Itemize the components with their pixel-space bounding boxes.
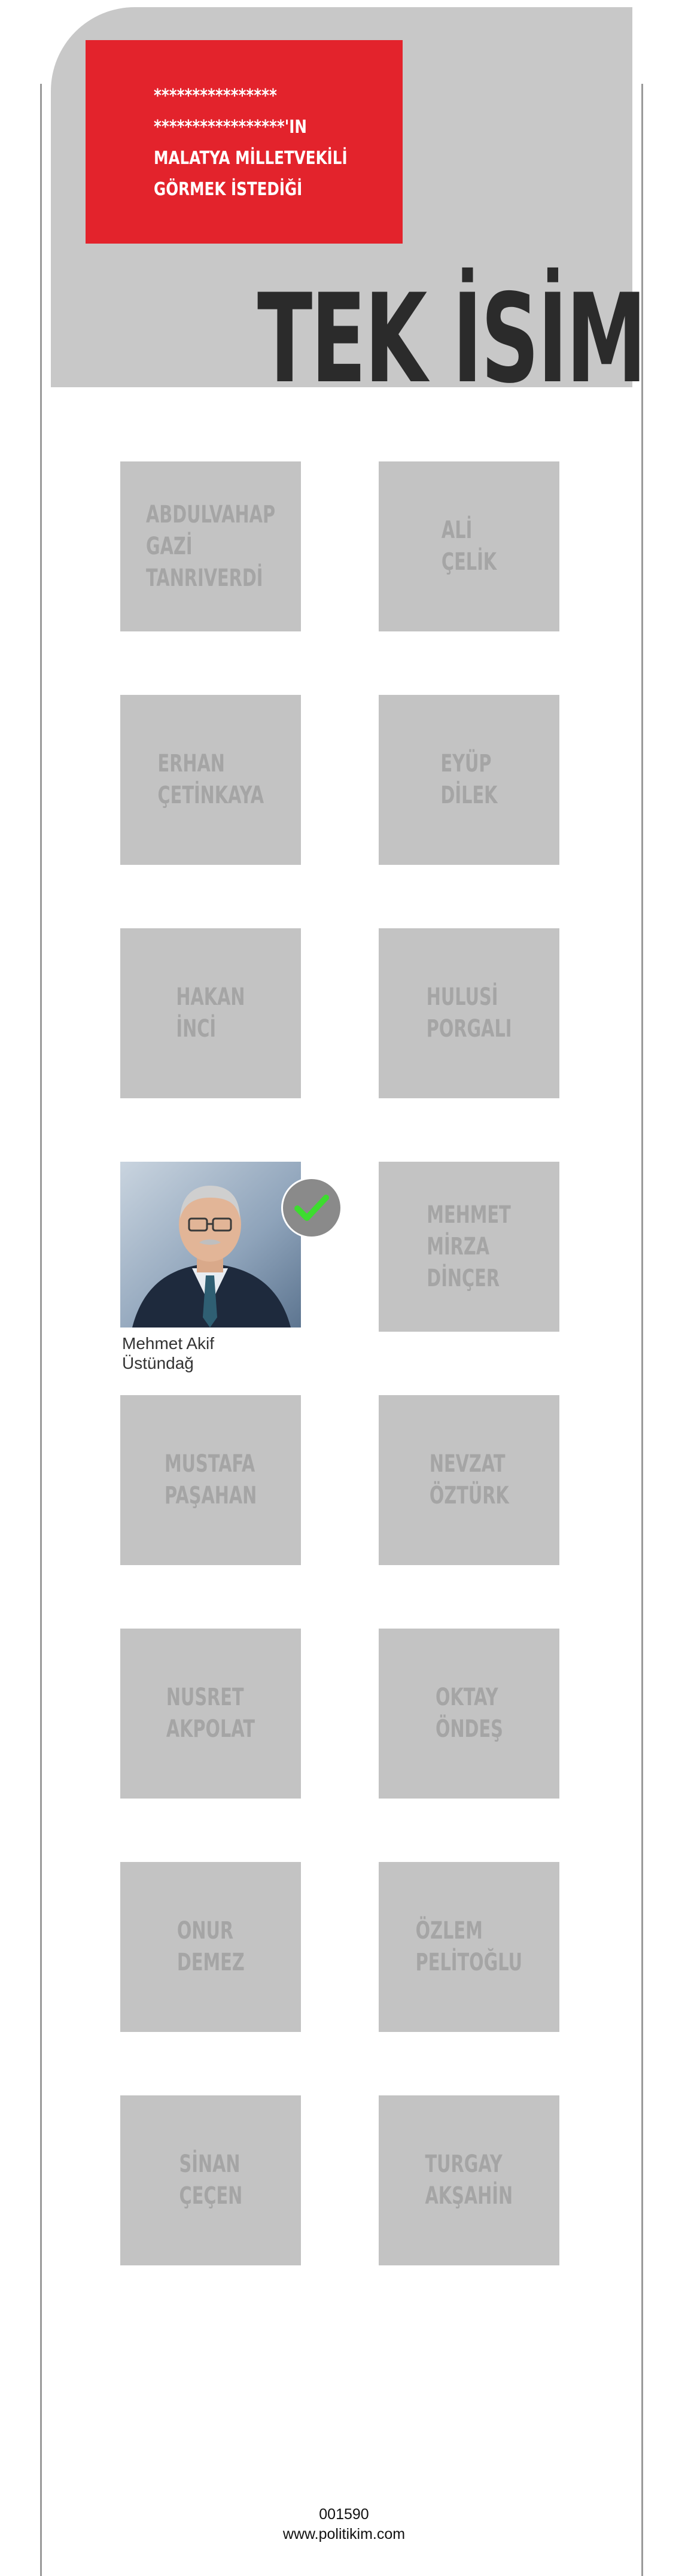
selected-check-badge bbox=[281, 1177, 342, 1238]
candidate-name: ONUR DEMEZ bbox=[176, 1917, 245, 1976]
candidate-card-abdulvahap[interactable] bbox=[120, 461, 301, 631]
frame-line-left bbox=[40, 84, 42, 2576]
header-line-3: MALATYA MİLLETVEKİLİ bbox=[154, 148, 348, 169]
candidate-name: MEHMET MİRZA DİNÇER bbox=[427, 1201, 512, 1292]
candidate-card-eyup[interactable] bbox=[379, 695, 559, 865]
candidate-name: ALİ ÇELİK bbox=[441, 517, 497, 576]
candidate-card-hulusi[interactable] bbox=[379, 928, 559, 1098]
candidate-card-sinan[interactable] bbox=[120, 2095, 301, 2265]
header-line-4: GÖRMEK İSTEDİĞİ bbox=[154, 179, 303, 200]
candidate-name: HAKAN İNCİ bbox=[176, 983, 245, 1043]
candidate-card-mustafa[interactable] bbox=[120, 1395, 301, 1565]
candidate-card-mehmet-akif-selected[interactable] bbox=[120, 1162, 301, 1328]
check-icon bbox=[294, 1193, 330, 1223]
candidate-card-mehmet-mirza[interactable] bbox=[379, 1162, 559, 1332]
candidate-name: ABDULVAHAP GAZİ TANRIVERDİ bbox=[145, 500, 276, 592]
header-question-box bbox=[86, 40, 403, 244]
candidate-photo bbox=[120, 1162, 301, 1328]
candidate-card-ali[interactable] bbox=[379, 461, 559, 631]
candidate-name: ÖZLEM PELİTOĞLU bbox=[415, 1917, 523, 1976]
header-line-2: *****************'IN bbox=[154, 117, 307, 138]
candidate-name: ERHAN ÇETİNKAYA bbox=[157, 750, 264, 809]
candidate-name: NEVZAT ÖZTÜRK bbox=[429, 1450, 509, 1509]
candidate-name: NUSRET AKPOLAT bbox=[166, 1684, 255, 1743]
footer-code: 001590 bbox=[319, 2506, 369, 2523]
candidate-card-ozlem[interactable] bbox=[379, 1862, 559, 2032]
candidate-name: TURGAY AKŞAHİN bbox=[425, 2150, 513, 2210]
candidate-card-onur[interactable] bbox=[120, 1862, 301, 2032]
candidate-card-nusret[interactable] bbox=[120, 1629, 301, 1799]
footer bbox=[0, 2505, 688, 2544]
header-line-1: **************** bbox=[154, 86, 277, 107]
selected-candidate-name: Mehmet Akif Üstündağ bbox=[122, 1334, 215, 1372]
candidate-card-hakan[interactable] bbox=[120, 928, 301, 1098]
candidate-name: MUSTAFA PAŞAHAN bbox=[164, 1450, 257, 1509]
candidate-card-oktay[interactable] bbox=[379, 1629, 559, 1799]
candidate-name: SİNAN ÇEÇEN bbox=[179, 2150, 242, 2210]
page-title: TEK İSİM bbox=[257, 268, 646, 411]
candidate-name: EYÜP DİLEK bbox=[440, 750, 498, 809]
candidate-card-nevzat[interactable] bbox=[379, 1395, 559, 1565]
footer-site-link[interactable]: www.politikim.com bbox=[282, 2526, 406, 2542]
candidate-card-erhan[interactable] bbox=[120, 695, 301, 865]
frame-line-right bbox=[641, 84, 643, 2576]
candidate-card-turgay[interactable] bbox=[379, 2095, 559, 2265]
candidate-name: HULUSİ PORGALI bbox=[426, 983, 512, 1043]
candidate-name: OKTAY ÖNDEŞ bbox=[435, 1684, 503, 1743]
